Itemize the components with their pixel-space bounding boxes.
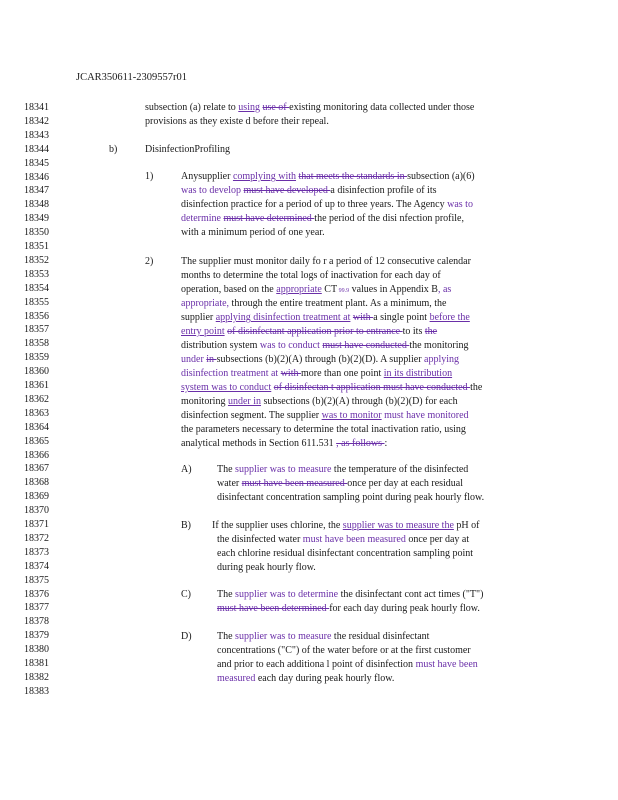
line-number: 18379 bbox=[24, 630, 49, 642]
text-run: The bbox=[217, 464, 236, 475]
text-run: each chlorine residual disinfectant concentration sampling point bbox=[217, 548, 474, 559]
line-number: 18371 bbox=[24, 519, 49, 530]
text-line bbox=[181, 327, 437, 337]
inserted-text: was to conduct bbox=[259, 340, 320, 351]
text-line bbox=[181, 186, 437, 196]
line-number: 18361 bbox=[24, 380, 49, 391]
deleted-text: in bbox=[206, 354, 217, 365]
text-line bbox=[217, 632, 429, 642]
line-number: 18367 bbox=[24, 463, 49, 475]
section-heading: DisinfectionProfiling bbox=[145, 144, 230, 155]
line-number: 18365 bbox=[24, 435, 49, 447]
text-line bbox=[217, 479, 463, 489]
text-line bbox=[181, 228, 325, 238]
text-line bbox=[217, 465, 468, 475]
text-run: a single point bbox=[373, 312, 430, 323]
inserted-text: 99.9 bbox=[337, 288, 350, 294]
text-run: subsections (b)(2)(A) through (b)(2)(D) for each bbox=[261, 396, 458, 407]
text-run: pH of bbox=[453, 520, 480, 531]
line-number: 18368 bbox=[24, 477, 49, 489]
text-line bbox=[181, 299, 447, 309]
text-line bbox=[181, 439, 387, 449]
text-run: The bbox=[217, 589, 236, 600]
text-line bbox=[181, 200, 473, 210]
inserted-text: supplier bbox=[235, 464, 268, 475]
text-line bbox=[181, 214, 464, 224]
line-number: 18350 bbox=[24, 227, 49, 239]
line-number: 18376 bbox=[24, 588, 49, 600]
text-run: The supplier must monitor daily fo r a period of 12 consecutive calendar bbox=[181, 256, 471, 267]
text-run: The bbox=[217, 631, 236, 642]
text-run: If the supplier uses chlorine, the bbox=[212, 520, 343, 531]
text-line bbox=[181, 383, 482, 393]
text-run: Anysupplier bbox=[181, 171, 233, 182]
text-run: distribution system bbox=[181, 340, 260, 351]
text-run: for each day during peak hourly flow. bbox=[329, 603, 480, 614]
inserted-text: was to measure bbox=[269, 631, 332, 642]
inserted-text: must have been measured bbox=[302, 534, 406, 545]
text-run: monitoring bbox=[181, 396, 228, 407]
text-run: analytical methods in Section 611.531 bbox=[181, 438, 337, 449]
text-run: subsections (b)(2)(A) through (b)(2)(D). A supplier bbox=[216, 354, 425, 365]
line-number: 18345 bbox=[24, 157, 49, 169]
text-run: the bbox=[470, 382, 483, 393]
line-number: 18381 bbox=[24, 658, 49, 669]
marker-B: B) bbox=[181, 520, 191, 531]
text-run: provisions as they existe d before their repeal. bbox=[145, 116, 329, 127]
deleted-text: of disinfectant application prior to entrance bbox=[227, 326, 403, 337]
text-run: disinfectant concentration sampling point during peak hourly flow. bbox=[217, 492, 485, 503]
line-number: 18357 bbox=[24, 324, 49, 336]
inserted-text: applying disinfection treatment at bbox=[215, 312, 351, 323]
marker-D: D) bbox=[181, 631, 192, 642]
deleted-text: must have conducted bbox=[322, 340, 410, 351]
text-line bbox=[181, 425, 466, 435]
inserted-text: was to bbox=[447, 199, 473, 210]
inserted-text: was to measure bbox=[269, 464, 332, 475]
line-number: 18360 bbox=[24, 366, 49, 378]
line-number: 18348 bbox=[24, 199, 49, 211]
text-run: CT bbox=[321, 284, 338, 295]
line-number: 18378 bbox=[24, 616, 49, 628]
document-id-header: JCAR350611-2309557r01 bbox=[76, 72, 188, 83]
line-number: 18383 bbox=[24, 685, 49, 697]
line-number: 18382 bbox=[24, 671, 49, 683]
line-number: 18349 bbox=[24, 213, 49, 225]
line-number: 18374 bbox=[24, 560, 49, 572]
line-number: 18356 bbox=[24, 310, 49, 322]
inserted-text: , as bbox=[437, 284, 452, 295]
deleted-text: the bbox=[424, 326, 438, 337]
text-line bbox=[181, 397, 458, 407]
deleted-text: must have determined bbox=[223, 213, 315, 224]
inserted-text: appropriate, bbox=[181, 298, 230, 309]
text-line bbox=[181, 369, 452, 379]
inserted-text: appropriate bbox=[276, 284, 322, 295]
inserted-text: in its distribution bbox=[383, 368, 453, 379]
text-run: supplier bbox=[181, 312, 216, 323]
text-run: the period of the disi nfection profile, bbox=[314, 213, 464, 224]
deleted-text: of disinfectan t application must have conducted bbox=[273, 382, 471, 393]
inserted-text: before the bbox=[429, 312, 470, 323]
line-number: 18352 bbox=[24, 254, 49, 266]
text-run: more than one point bbox=[300, 368, 384, 379]
text-line bbox=[217, 493, 484, 503]
text-run: the disinfected water bbox=[217, 534, 303, 545]
text-run: concentrations ("C") of the water before or at the first customer bbox=[217, 645, 471, 656]
marker-1: 1) bbox=[145, 171, 154, 182]
deleted-text: with bbox=[280, 368, 301, 379]
inserted-text: complying with bbox=[232, 171, 297, 182]
line-number: 18343 bbox=[24, 129, 49, 141]
text-run: the temperature of the disinfected bbox=[331, 464, 469, 475]
inserted-text: was to develop bbox=[181, 185, 241, 196]
text-run: through the entire treatment plant. As a minimum, the bbox=[229, 298, 447, 309]
text-run: subsection (a)(6) bbox=[407, 171, 475, 182]
text-line bbox=[217, 646, 471, 656]
inserted-text: must have been bbox=[415, 659, 478, 670]
line-number: 18346 bbox=[24, 171, 49, 183]
text-line bbox=[145, 103, 474, 113]
text-line bbox=[217, 590, 483, 600]
line-number: 18369 bbox=[24, 491, 49, 503]
inserted-text: under in bbox=[227, 396, 261, 407]
marker-b: b) bbox=[109, 144, 118, 155]
line-number: 18351 bbox=[24, 241, 49, 252]
inserted-text: was to determine bbox=[269, 589, 339, 600]
text-run: the monitoring bbox=[409, 340, 469, 351]
text-run: each day during peak hourly flow. bbox=[255, 673, 395, 684]
line-number: 18364 bbox=[24, 421, 49, 433]
text-line bbox=[181, 355, 459, 365]
text-line bbox=[181, 257, 471, 267]
text-line bbox=[217, 535, 469, 545]
line-number: 18353 bbox=[24, 268, 49, 280]
text-line bbox=[181, 313, 470, 323]
text-run: months to determine the total logs of inactivation for each day of bbox=[181, 270, 441, 281]
text-run: operation, based on the bbox=[181, 284, 277, 295]
text-line bbox=[181, 285, 451, 296]
inserted-text: disinfection treatment at bbox=[181, 368, 279, 379]
text-run: to its bbox=[402, 326, 425, 337]
text-run: with a minimum period of one year. bbox=[181, 227, 325, 238]
line-number: 18347 bbox=[24, 185, 49, 197]
deleted-text: , as follows bbox=[336, 438, 385, 449]
line-number: 18344 bbox=[24, 143, 49, 155]
text-line bbox=[181, 172, 475, 182]
marker-A: A) bbox=[181, 464, 192, 475]
text-line bbox=[217, 604, 480, 614]
line-number: 18370 bbox=[24, 505, 49, 517]
text-run: : bbox=[384, 438, 388, 449]
line-number: 18354 bbox=[24, 282, 49, 294]
inserted-text: determine bbox=[181, 213, 221, 224]
text-run: disinfection segment. The supplier bbox=[181, 410, 322, 421]
line-number: 18355 bbox=[24, 296, 49, 308]
text-run: the parameters necessary to determine the total inactivation ratio, using bbox=[181, 424, 466, 435]
text-run: subsection (a) relate to bbox=[145, 102, 239, 113]
inserted-text: under bbox=[181, 354, 204, 365]
deleted-text: use of bbox=[262, 102, 290, 113]
line-number: 18363 bbox=[24, 407, 49, 419]
line-number: 18377 bbox=[24, 602, 49, 614]
inserted-text: supplier bbox=[235, 631, 268, 642]
deleted-text: must have been measured bbox=[241, 478, 348, 489]
deleted-text: with bbox=[352, 312, 374, 323]
text-run: water bbox=[217, 478, 242, 489]
deleted-text: must have been determined bbox=[217, 603, 330, 614]
text-line bbox=[181, 341, 469, 351]
inserted-text: was to monitor bbox=[321, 410, 382, 421]
text-line bbox=[145, 117, 329, 127]
line-number: 18341 bbox=[24, 102, 49, 113]
inserted-text: using bbox=[238, 102, 260, 113]
inserted-text: entry point bbox=[181, 326, 225, 337]
text-line bbox=[217, 549, 473, 559]
text-run: and prior to each additiona l point of disinfection bbox=[217, 659, 416, 670]
text-line bbox=[217, 563, 316, 573]
line-number: 18375 bbox=[24, 574, 49, 586]
line-number: 18342 bbox=[24, 115, 49, 127]
text-run: a disinfection profile of its bbox=[330, 185, 437, 196]
inserted-text: measured bbox=[217, 673, 256, 684]
line-number: 18359 bbox=[24, 352, 49, 364]
inserted-text: applying bbox=[424, 354, 460, 365]
inserted-text: system was to conduct bbox=[181, 382, 272, 393]
inserted-text: supplier was to measure the bbox=[342, 520, 454, 531]
deleted-text: must have developed bbox=[243, 185, 331, 196]
deleted-text: that meets the standards in bbox=[298, 171, 408, 182]
text-run: the residual disinfectant bbox=[331, 631, 430, 642]
marker-C: C) bbox=[181, 589, 191, 600]
text-line bbox=[217, 660, 478, 670]
marker-2: 2) bbox=[145, 256, 154, 267]
line-number: 18362 bbox=[24, 393, 49, 405]
text-line bbox=[181, 411, 469, 421]
text-run: once per day at each residual bbox=[347, 478, 464, 489]
text-line bbox=[212, 521, 479, 531]
line-number: 18372 bbox=[24, 532, 49, 544]
line-number: 18358 bbox=[24, 338, 49, 350]
text-run: existing monitoring data collected under those bbox=[289, 102, 475, 113]
text-line bbox=[217, 674, 394, 684]
text-line bbox=[181, 271, 441, 281]
text-run: during peak hourly flow. bbox=[217, 562, 316, 573]
line-number: 18366 bbox=[24, 449, 49, 461]
line-number: 18380 bbox=[24, 644, 49, 656]
text-run: once per day at bbox=[405, 534, 470, 545]
line-number: 18373 bbox=[24, 546, 49, 558]
text-run: the disinfectant cont act times ("T") bbox=[338, 589, 484, 600]
text-run: values in Appendix B bbox=[349, 284, 438, 295]
inserted-text: supplier bbox=[235, 589, 268, 600]
inserted-text: must have monitored bbox=[384, 410, 469, 421]
text-run: disinfection practice for a period of up to three years. The Agency bbox=[181, 199, 448, 210]
